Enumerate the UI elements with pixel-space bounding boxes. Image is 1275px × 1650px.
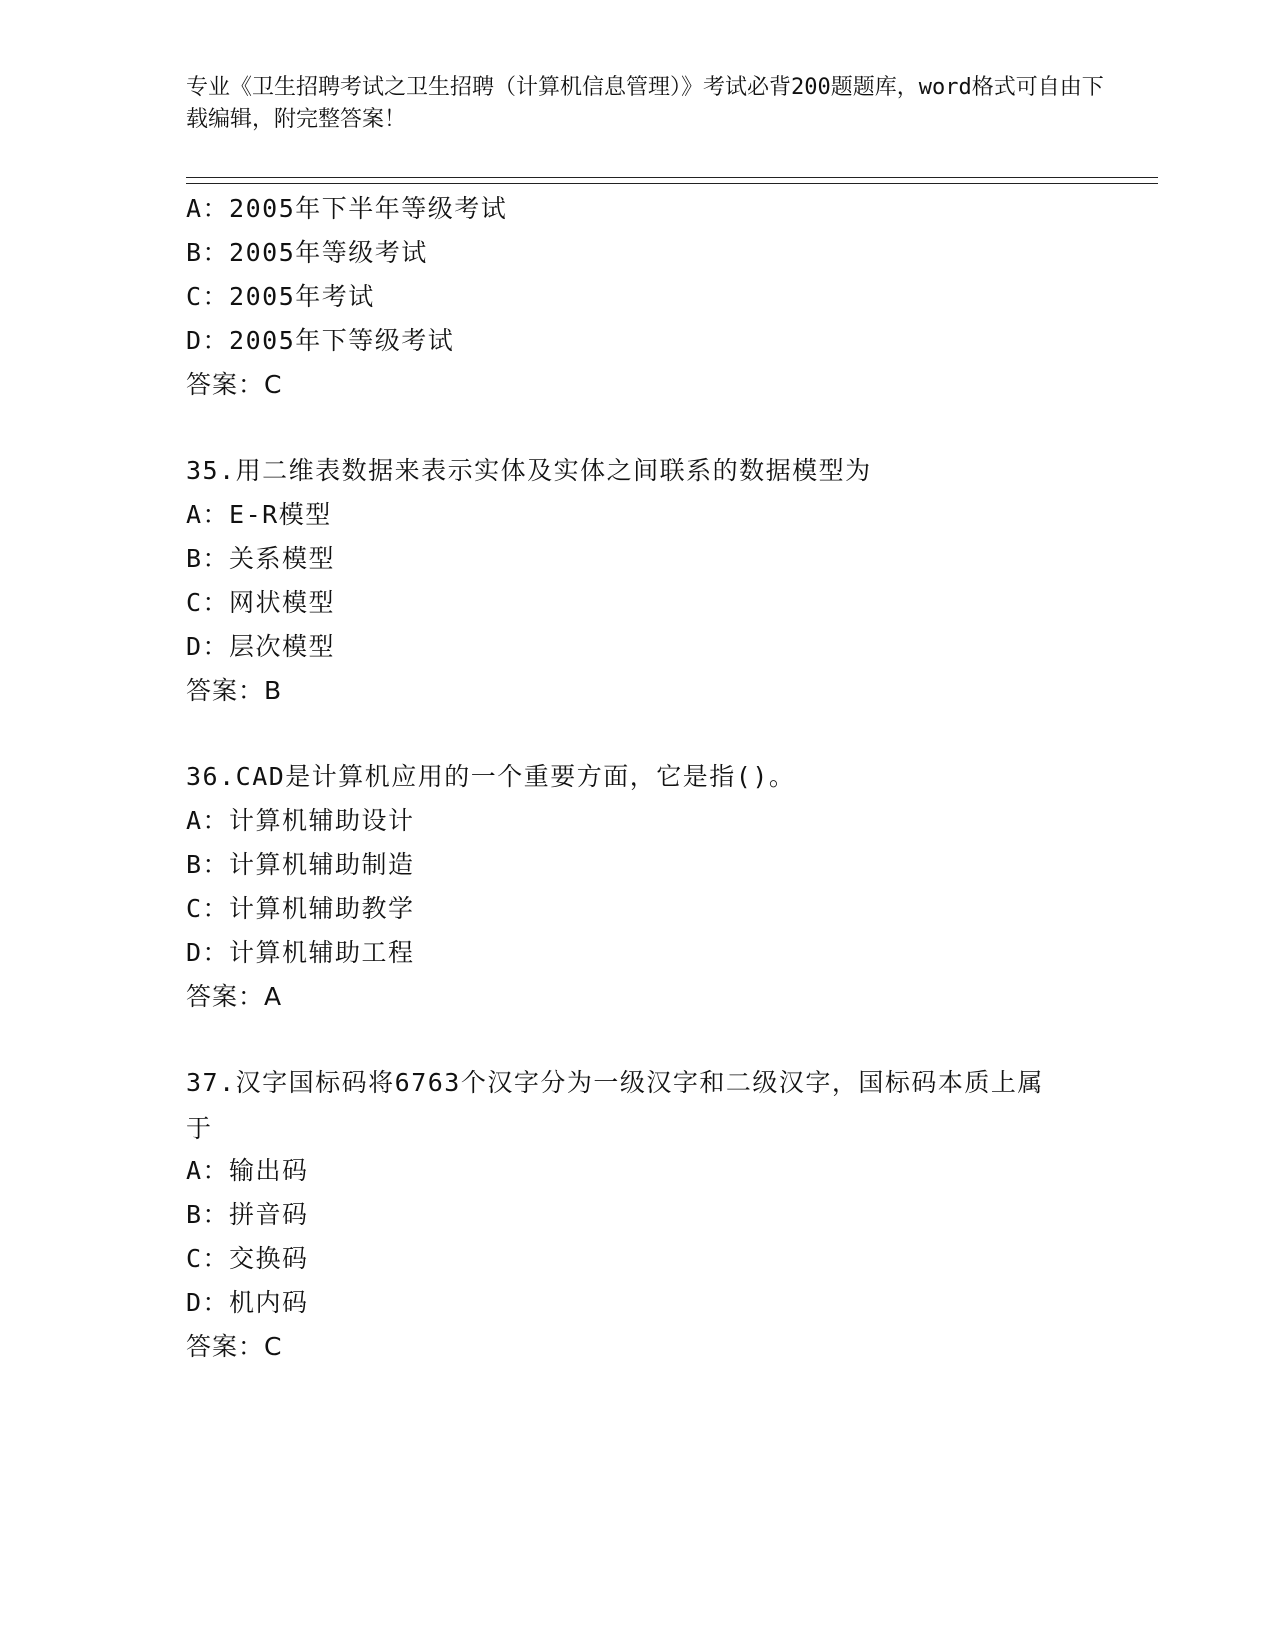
q36-option-b: B：计算机辅助制造 — [186, 850, 415, 879]
q36-option-a: A：计算机辅助设计 — [186, 806, 415, 835]
header-divider-top — [186, 177, 1158, 178]
q35-option-a: A：E-R模型 — [186, 500, 332, 529]
q37-stem: 37.汉字国标码将6763个汉字分为一级汉字和二级汉字，国标码本质上属于 — [186, 1068, 1044, 1143]
q36-stem: 36.CAD是计算机应用的一个重要方面，它是指()。 — [186, 762, 796, 791]
q34-option-b: B：2005年等级考试 — [186, 238, 428, 267]
q37-answer: 答案：C — [186, 1332, 283, 1361]
q37-option-c: C：交换码 — [186, 1244, 309, 1273]
q37-option-d: D：机内码 — [186, 1288, 309, 1317]
q35-option-d: D：层次模型 — [186, 632, 336, 661]
q34-option-c: C：2005年考试 — [186, 282, 375, 311]
q37-option-b: B：拼音码 — [186, 1200, 309, 1229]
q37-option-a: A：输出码 — [186, 1156, 309, 1185]
q35-option-b: B：关系模型 — [186, 544, 336, 573]
q36-option-c: C：计算机辅助教学 — [186, 894, 415, 923]
q34-option-a: A：2005年下半年等级考试 — [186, 194, 508, 223]
q36-answer: 答案：A — [186, 982, 283, 1011]
q34-answer: 答案：C — [186, 370, 283, 399]
document-header: 专业《卫生招聘考试之卫生招聘（计算机信息管理）》考试必背200题题库，word格式可自由下载编辑，附完整答案！ — [186, 75, 1104, 132]
q36-option-d: D：计算机辅助工程 — [186, 938, 415, 967]
q35-answer: 答案：B — [186, 676, 283, 705]
q34-option-d: D：2005年下等级考试 — [186, 326, 455, 355]
q35-option-c: C：网状模型 — [186, 588, 336, 617]
q35-stem: 35.用二维表数据来表示实体及实体之间联系的数据模型为 — [186, 456, 872, 485]
header-divider-bottom — [186, 183, 1158, 184]
